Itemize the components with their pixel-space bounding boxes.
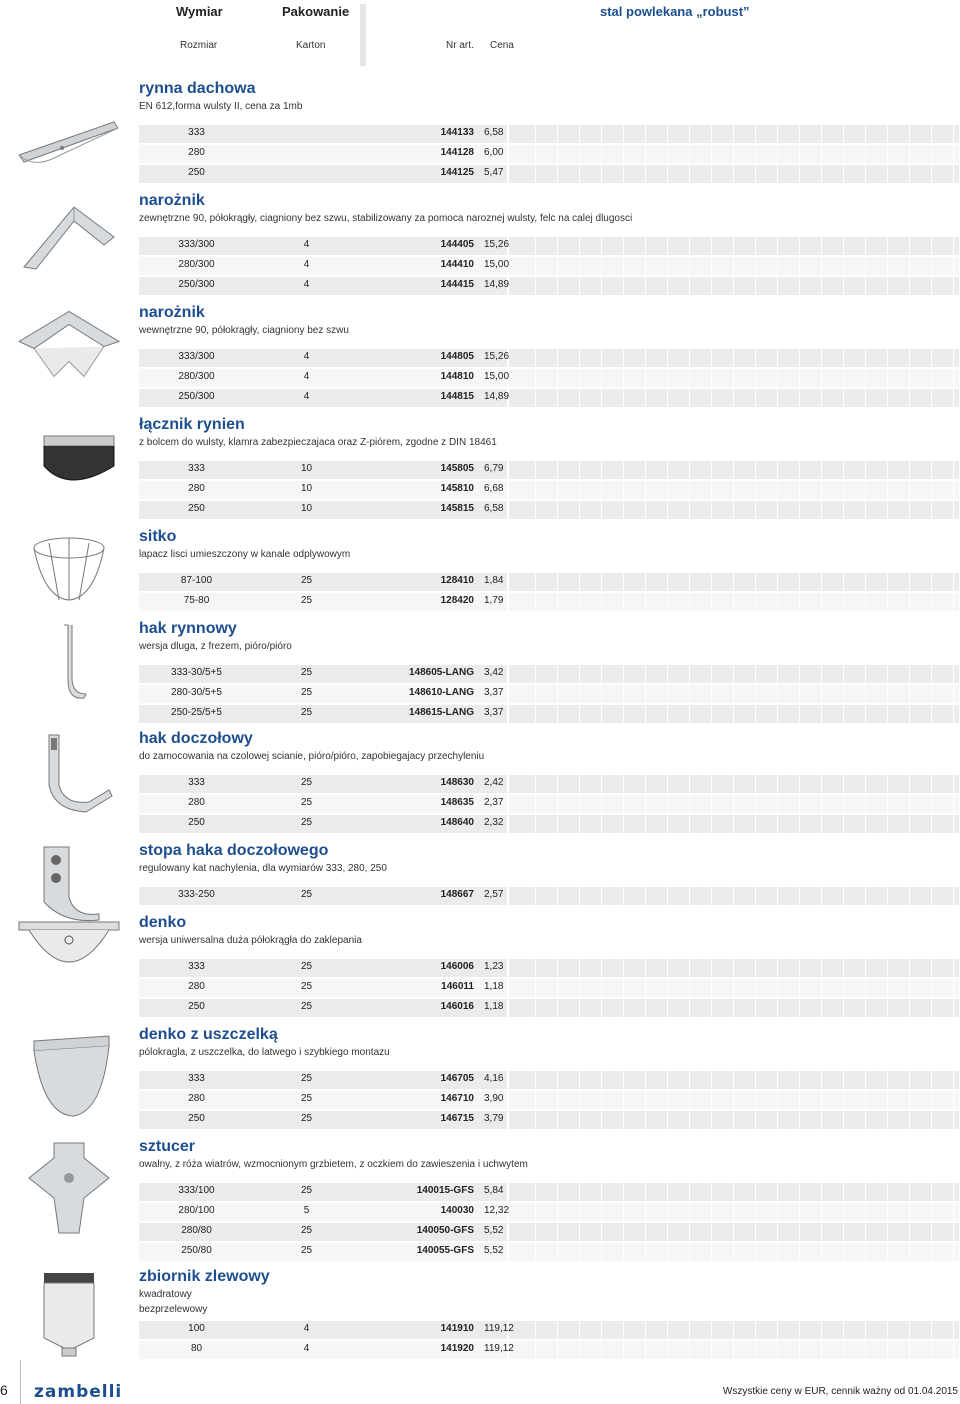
product-description: EN 612,forma wulsty II, cena za 1mb xyxy=(139,101,303,112)
price-rows xyxy=(139,1320,959,1360)
article-number-cell: 144125 xyxy=(440,167,474,178)
table-row xyxy=(139,886,959,906)
price-cell: 5,47 xyxy=(484,167,504,178)
product-title: hak doczołowy xyxy=(139,730,253,747)
header-product-line: stal powlekana „robust” xyxy=(600,4,750,19)
product-title: narożnik xyxy=(139,304,205,321)
product-title: stopa haka doczołowego xyxy=(139,842,329,859)
size-cell: 250 xyxy=(188,1113,205,1124)
table-row xyxy=(139,1110,959,1130)
table-row xyxy=(139,1320,959,1340)
size-cell: 333/100 xyxy=(178,1185,215,1196)
zambelli-logo: zambelli xyxy=(34,1382,123,1402)
size-cell: 100 xyxy=(188,1323,205,1334)
article-number-cell: 148615-LANG xyxy=(408,707,474,718)
price-cell: 6,79 xyxy=(484,463,504,474)
table-row xyxy=(139,1090,959,1110)
table-row xyxy=(139,592,959,612)
table-row xyxy=(139,460,959,480)
article-number-cell: 145805 xyxy=(440,463,474,474)
size-cell: 280 xyxy=(188,483,205,494)
header-rozmiar: Rozmiar xyxy=(180,40,218,51)
table-row xyxy=(139,144,959,164)
product-image xyxy=(14,914,124,974)
article-number-cell: 146705 xyxy=(440,1073,474,1084)
product-title: hak rynnowy xyxy=(139,620,237,637)
article-number-cell: 145815 xyxy=(440,503,474,514)
product-title: denko xyxy=(139,914,187,931)
size-cell: 250 xyxy=(188,1001,205,1012)
pack-cell: 4 xyxy=(303,239,310,250)
table-row xyxy=(139,276,959,296)
size-cell: 250 xyxy=(188,503,205,514)
table-row xyxy=(139,480,959,500)
pack-cell: 4 xyxy=(303,1323,310,1334)
pack-cell: 25 xyxy=(300,1113,313,1124)
price-cell: 15,00 xyxy=(484,371,510,382)
article-number-cell: 148630 xyxy=(440,777,474,788)
article-number-cell: 128420 xyxy=(440,595,474,606)
pack-cell: 25 xyxy=(300,797,313,808)
table-header xyxy=(0,0,960,70)
pack-cell: 25 xyxy=(300,1001,313,1012)
product-title: denko z uszczelką xyxy=(139,1026,278,1043)
price-rows xyxy=(139,664,959,724)
price-cell: 2,57 xyxy=(484,889,504,900)
article-number-cell: 148610-LANG xyxy=(408,687,474,698)
price-cell: 1,84 xyxy=(484,575,504,586)
price-cell: 3,42 xyxy=(484,667,504,678)
price-rows xyxy=(139,236,959,296)
product-title: narożnik xyxy=(139,192,205,209)
price-cell: 4,16 xyxy=(484,1073,504,1084)
price-cell: 14,89 xyxy=(484,279,510,290)
size-cell: 333-250 xyxy=(178,889,215,900)
size-cell: 333/300 xyxy=(178,351,215,362)
pack-cell: 4 xyxy=(303,259,310,270)
product-description: wersja dluga, z frezem, pióro/pióro xyxy=(139,641,292,652)
size-cell: 333/300 xyxy=(178,239,215,250)
table-row xyxy=(139,814,959,834)
article-number-cell: 144810 xyxy=(440,371,474,382)
table-row xyxy=(139,1222,959,1242)
pack-cell: 25 xyxy=(300,667,313,678)
price-rows xyxy=(139,774,959,834)
pack-cell: 10 xyxy=(300,503,313,514)
size-cell: 280 xyxy=(188,147,205,158)
table-row xyxy=(139,236,959,256)
price-cell: 3,37 xyxy=(484,687,504,698)
article-number-cell: 148640 xyxy=(440,817,474,828)
product-description: zewnętrzne 90, półokrągły, ciagniony bez szwu, stabilizowany za pomoca naroznej wulsty, felc na calej dlugosci xyxy=(139,213,633,224)
price-cell: 119,12 xyxy=(484,1323,514,1334)
price-cell: 2,37 xyxy=(484,797,504,808)
pack-cell: 25 xyxy=(300,1073,313,1084)
product-description: regulowany kat nachylenia, dla wymiarów 333, 280, 250 xyxy=(139,863,387,874)
price-rows xyxy=(139,1070,959,1130)
article-number-cell: 145810 xyxy=(440,483,474,494)
price-rows xyxy=(139,124,959,184)
table-row xyxy=(139,368,959,388)
table-row xyxy=(139,572,959,592)
article-number-cell: 140055-GFS xyxy=(416,1245,474,1256)
price-cell: 2,42 xyxy=(484,777,504,788)
size-cell: 280 xyxy=(188,981,205,992)
price-cell: 3,79 xyxy=(484,1113,504,1124)
table-row xyxy=(139,164,959,184)
table-row xyxy=(139,388,959,408)
article-number-cell: 144410 xyxy=(440,259,474,270)
size-cell: 250-25/5+5 xyxy=(171,707,222,718)
size-cell: 280-30/5+5 xyxy=(171,687,222,698)
price-cell: 6,00 xyxy=(484,147,504,158)
product-image xyxy=(14,192,124,282)
article-number-cell: 146016 xyxy=(440,1001,474,1012)
article-number-cell: 141920 xyxy=(440,1343,474,1354)
size-cell: 280 xyxy=(188,797,205,808)
price-cell: 1,18 xyxy=(484,981,504,992)
pack-cell: 5 xyxy=(303,1205,310,1216)
size-cell: 250/80 xyxy=(181,1245,212,1256)
table-row xyxy=(139,1340,959,1360)
article-number-cell: 148667 xyxy=(440,889,474,900)
price-note: Wszystkie ceny w EUR, cennik ważny od 01.04.2015 xyxy=(722,1386,958,1397)
product-image xyxy=(14,620,124,705)
pack-cell: 25 xyxy=(300,1245,313,1256)
product-image xyxy=(14,1138,124,1238)
article-number-cell: 144133 xyxy=(440,127,474,138)
table-row xyxy=(139,958,959,978)
price-cell: 5,52 xyxy=(484,1225,504,1236)
pack-cell: 25 xyxy=(300,889,313,900)
table-row xyxy=(139,998,959,1018)
product-title: łącznik rynien xyxy=(139,416,245,433)
pack-cell: 4 xyxy=(303,1343,310,1354)
table-row xyxy=(139,1202,959,1222)
size-cell: 333-30/5+5 xyxy=(171,667,222,678)
pack-cell: 25 xyxy=(300,1093,313,1104)
product-title: zbiornik zlewowy xyxy=(139,1268,270,1285)
price-rows xyxy=(139,460,959,520)
price-cell: 1,18 xyxy=(484,1001,504,1012)
table-row xyxy=(139,664,959,684)
product-image xyxy=(14,304,124,389)
product-image xyxy=(14,416,124,496)
pack-cell: 4 xyxy=(303,351,310,362)
article-number-cell: 140050-GFS xyxy=(416,1225,474,1236)
size-cell: 333 xyxy=(188,127,205,138)
price-cell: 119,12 xyxy=(484,1343,514,1354)
product-description: owalny, z róża wiatrów, wzmocnionym grzbietem, z oczkiem do zawieszenia i uchwytem xyxy=(139,1159,528,1170)
article-number-cell: 144128 xyxy=(440,147,474,158)
article-number-cell: 140030 xyxy=(440,1205,474,1216)
article-number-cell: 144815 xyxy=(440,391,474,402)
product-description: wersja uniwersalna duża półokrągła do zaklepania xyxy=(139,935,362,946)
header-wymiar: Wymiar xyxy=(176,4,223,19)
price-rows xyxy=(139,958,959,1018)
product-title: rynna dachowa xyxy=(139,80,256,97)
price-cell: 3,37 xyxy=(484,707,504,718)
pack-cell: 25 xyxy=(300,817,313,828)
product-description: z bolcem do wulsty, klamra zabezpieczajaca oraz Z-piórem, zgodne z DIN 18461 xyxy=(139,437,497,448)
size-cell: 280/300 xyxy=(178,259,215,270)
product-image xyxy=(14,1026,124,1121)
article-number-cell: 128410 xyxy=(440,575,474,586)
price-cell: 15,26 xyxy=(484,351,510,362)
pack-cell: 4 xyxy=(303,371,310,382)
header-pakowanie: Pakowanie xyxy=(282,4,350,19)
article-number-cell: 148605-LANG xyxy=(408,667,474,678)
pack-cell: 25 xyxy=(300,707,313,718)
pack-cell: 25 xyxy=(300,595,313,606)
size-cell: 333 xyxy=(188,463,205,474)
table-row xyxy=(139,794,959,814)
price-cell: 5,52 xyxy=(484,1245,504,1256)
size-cell: 280/300 xyxy=(178,371,215,382)
price-cell: 12,32 xyxy=(484,1205,510,1216)
article-number-cell: 144405 xyxy=(440,239,474,250)
price-cell: 15,26 xyxy=(484,239,510,250)
price-rows xyxy=(139,348,959,408)
size-cell: 280/80 xyxy=(181,1225,212,1236)
product-image xyxy=(14,1268,124,1358)
pack-cell: 10 xyxy=(300,483,313,494)
table-row xyxy=(139,774,959,794)
pack-cell: 25 xyxy=(300,687,313,698)
size-cell: 250/300 xyxy=(178,279,215,290)
product-description: lapacz lisci umieszczony w kanale odplywowym xyxy=(139,549,351,560)
size-cell: 250 xyxy=(188,167,205,178)
article-number-cell: 144805 xyxy=(440,351,474,362)
pack-cell: 25 xyxy=(300,1225,313,1236)
price-cell: 1,23 xyxy=(484,961,504,972)
pack-cell: 25 xyxy=(300,961,313,972)
table-row xyxy=(139,684,959,704)
price-cell: 5,84 xyxy=(484,1185,504,1196)
pack-cell: 10 xyxy=(300,463,313,474)
price-cell: 3,90 xyxy=(484,1093,504,1104)
page-footer xyxy=(0,1376,960,1404)
size-cell: 250/300 xyxy=(178,391,215,402)
table-row xyxy=(139,256,959,276)
product-description: do zamocowania na czolowej scianie, pióro/pióro, zapobiegajacy przechyleniu xyxy=(139,751,485,762)
price-rows xyxy=(139,1182,959,1262)
product-description: pólokragla, z uszczelka, do latwego i szybkiego montazu xyxy=(139,1047,390,1058)
pack-cell: 25 xyxy=(300,777,313,788)
price-rows xyxy=(139,886,959,906)
page-number: 6 xyxy=(0,1382,8,1398)
size-cell: 87-100 xyxy=(180,575,213,586)
product-description: wewnętrzne 90, półokrągły, ciagniony bez szwu xyxy=(139,325,349,336)
price-cell: 14,89 xyxy=(484,391,510,402)
size-cell: 333 xyxy=(188,1073,205,1084)
pack-cell: 25 xyxy=(300,1185,313,1196)
pack-cell: 4 xyxy=(303,391,310,402)
price-cell: 6,58 xyxy=(484,127,504,138)
price-cell: 1,79 xyxy=(484,595,504,606)
size-cell: 280/100 xyxy=(178,1205,215,1216)
article-number-cell: 140015-GFS xyxy=(416,1185,474,1196)
size-cell: 333 xyxy=(188,777,205,788)
price-cell: 6,58 xyxy=(484,503,504,514)
size-cell: 333 xyxy=(188,961,205,972)
table-row xyxy=(139,978,959,998)
price-rows xyxy=(139,572,959,612)
price-cell: 6,68 xyxy=(484,483,504,494)
article-number-cell: 146715 xyxy=(440,1113,474,1124)
pack-cell: 25 xyxy=(300,575,313,586)
article-number-cell: 146011 xyxy=(441,981,474,992)
header-karton: Karton xyxy=(296,40,326,51)
header-nr-art: Nr art. xyxy=(446,40,474,51)
product-title: sztucer xyxy=(139,1138,196,1155)
table-row xyxy=(139,704,959,724)
pack-cell: 25 xyxy=(300,981,313,992)
article-number-cell: 141910 xyxy=(440,1323,474,1334)
article-number-cell: 144415 xyxy=(440,279,474,290)
header-cena: Cena xyxy=(490,40,514,51)
size-cell: 280 xyxy=(188,1093,205,1104)
article-number-cell: 146710 xyxy=(440,1093,474,1104)
article-number-cell: 148635 xyxy=(440,797,474,808)
header-divider xyxy=(360,4,366,66)
table-row xyxy=(139,1242,959,1262)
article-number-cell: 146006 xyxy=(440,961,474,972)
table-row xyxy=(139,500,959,520)
price-cell: 2,32 xyxy=(484,817,504,828)
product-title: sitko xyxy=(139,528,177,545)
table-row xyxy=(139,348,959,368)
product-image xyxy=(14,528,124,608)
size-cell: 250 xyxy=(188,817,205,828)
size-cell: 75-80 xyxy=(183,595,210,606)
product-image xyxy=(14,100,124,180)
table-row xyxy=(139,1070,959,1090)
size-cell: 80 xyxy=(190,1343,203,1354)
product-description: kwadratowy xyxy=(139,1289,192,1300)
table-row xyxy=(139,1182,959,1202)
product-description-secondary: bezprzelewowy xyxy=(139,1304,208,1315)
pack-cell: 4 xyxy=(303,279,310,290)
table-row xyxy=(139,124,959,144)
price-cell: 15,00 xyxy=(484,259,510,270)
product-image xyxy=(14,730,124,820)
